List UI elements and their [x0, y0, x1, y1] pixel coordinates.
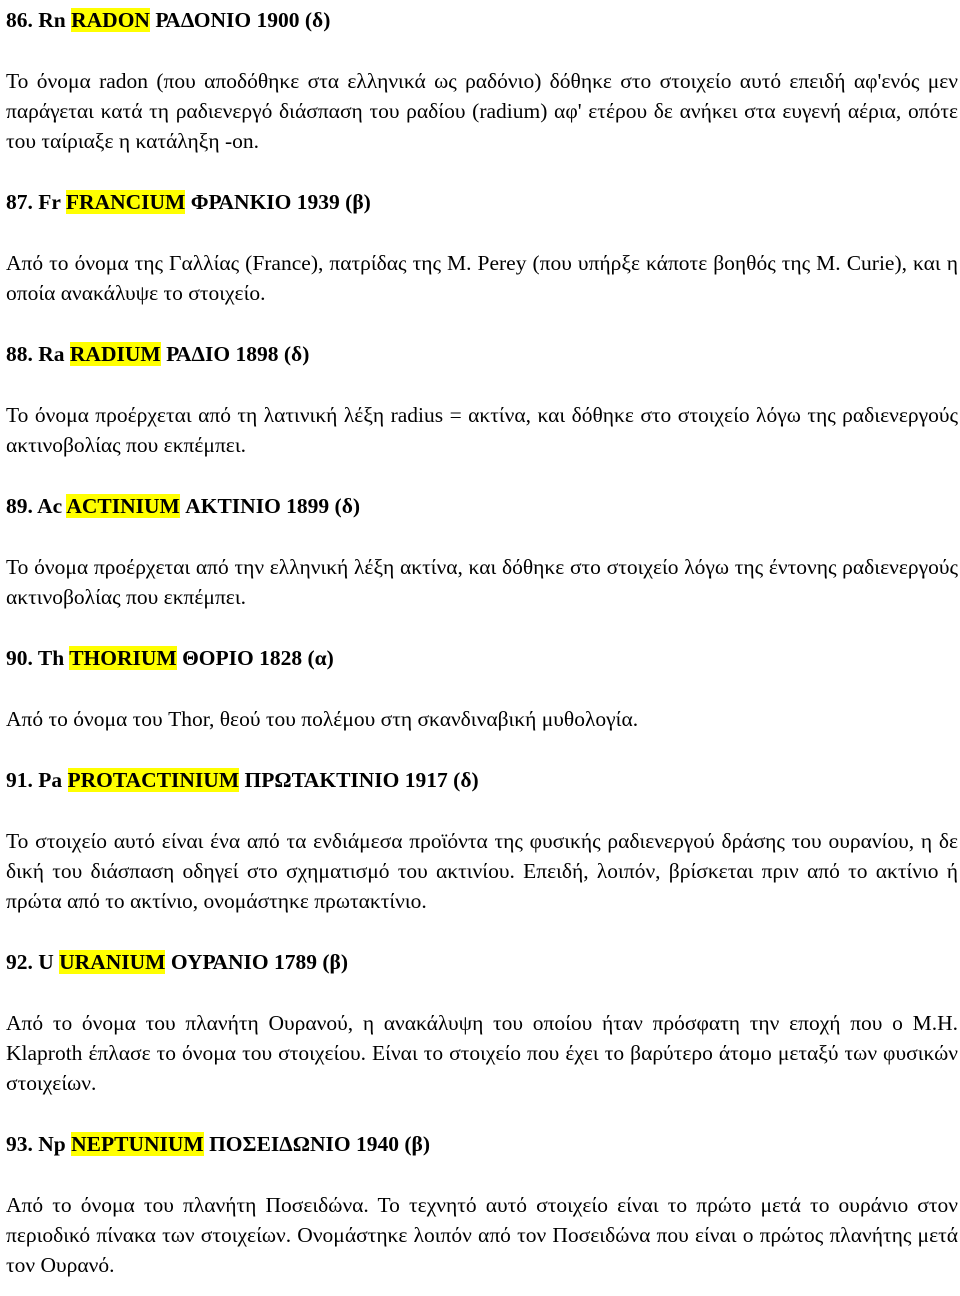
discovery-year: 1939 — [296, 190, 340, 214]
entry-number: 88. — [6, 342, 33, 366]
element-symbol: Fr — [38, 190, 61, 214]
latin-name-highlight: RADON — [71, 8, 150, 32]
greek-name: ΡΑΔΟΝΙΟ — [155, 8, 252, 32]
entry-heading — [6, 765, 958, 796]
discovery-year: 1940 — [355, 1132, 399, 1156]
latin-name-highlight: RADIUM — [69, 342, 161, 366]
element-symbol: U — [38, 950, 54, 974]
category-code: (β) — [345, 190, 371, 214]
discovery-year: 1899 — [286, 494, 330, 518]
entry-description: Το στοιχείο αυτό είναι ένα από τα ενδιάμεσα προϊόντα της φυσικής ραδιενεργού δράσης του ουρανίου, η δε δική του διάσπαση οδηγεί στο σχηματισμό του ακτινίου. Επειδή, λοιπόν, βρίσκεται πριν από το ακτίνιο ή πρώτα από το ακτίνιο, ονομάστηκε πρωτακτίνιο. — [6, 829, 958, 913]
entry-description: Από το όνομα του Thor, θεού του πολέμου στη σκανδιναβική μυθολογία. — [6, 707, 639, 731]
latin-name-highlight: THORIUM — [69, 646, 177, 670]
element-entry-actinium — [6, 491, 958, 612]
element-symbol: Rn — [38, 8, 66, 32]
entry-number: 86. — [6, 8, 33, 32]
discovery-year: 1789 — [274, 950, 318, 974]
entry-number: 92. — [6, 950, 33, 974]
latin-name-highlight: FRANCIUM — [65, 190, 186, 214]
entry-number: 90. — [6, 646, 33, 670]
greek-name: ΦΡΑΝΚΙΟ — [190, 190, 292, 214]
entry-number: 93. — [6, 1132, 33, 1156]
element-symbol: Pa — [38, 768, 63, 792]
element-symbol: Ra — [38, 342, 65, 366]
entry-description: Από το όνομα του πλανήτη Ουρανού, η ανακάλυψη του οποίου ήταν πρόσφατη την εποχή που ο M.H. Klaproth έπλασε το όνομα του στοιχείου. Είναι το στοιχείο που έχει το βαρύτερο άτομο μεταξύ των φυσικών στοιχείων. — [6, 1011, 958, 1095]
entry-heading — [6, 187, 958, 218]
category-code: (β) — [322, 950, 349, 974]
element-entry-thorium — [6, 643, 958, 734]
element-entry-protactinium — [6, 765, 958, 916]
category-code: (α) — [307, 646, 334, 670]
element-symbol: Th — [37, 646, 65, 670]
category-code: (δ) — [453, 768, 479, 792]
category-code: (δ) — [304, 8, 331, 32]
entry-heading — [6, 491, 958, 522]
element-entry-neptunium — [6, 1129, 958, 1280]
entry-number: 91. — [6, 768, 33, 792]
latin-name-highlight: PROTACTINIUM — [67, 768, 240, 792]
entry-heading — [6, 643, 958, 674]
element-entry-uranium — [6, 947, 958, 1098]
discovery-year: 1898 — [235, 342, 279, 366]
category-code: (β) — [404, 1132, 431, 1156]
entry-heading — [6, 339, 958, 370]
element-entry-radon — [6, 5, 958, 156]
greek-name: ΟΥΡΑΝΙΟ — [170, 950, 269, 974]
greek-name: ΡΑΔΙΟ — [166, 342, 231, 366]
element-entry-radium — [6, 339, 958, 460]
discovery-year: 1917 — [404, 768, 448, 792]
entry-heading — [6, 1129, 958, 1160]
element-symbol: Ac — [37, 494, 63, 518]
entry-number: 89. — [6, 494, 33, 518]
entry-description: Από το όνομα του πλανήτη Ποσειδώνα. Το τεχνητό αυτό στοιχείο είναι το πρώτο μετά το ουράνιο στον περιοδικό πίνακα των στοιχείων. Ονομάστηκε λοιπόν από τον Ποσειδώνα που είναι ο πρώτος πλανήτης μετά τον Ουρανό. — [6, 1193, 958, 1277]
latin-name-highlight: URANIUM — [59, 950, 166, 974]
category-code: (δ) — [283, 342, 310, 366]
entry-heading — [6, 947, 958, 978]
latin-name-highlight: NEPTUNIUM — [71, 1132, 204, 1156]
latin-name-highlight: ACTINIUM — [66, 494, 180, 518]
discovery-year: 1900 — [256, 8, 300, 32]
entry-number: 87. — [6, 190, 33, 214]
element-symbol: Np — [38, 1132, 66, 1156]
entry-heading — [6, 5, 958, 36]
greek-name: ΑΚΤΙΝΙΟ — [185, 494, 281, 518]
document — [6, 0, 958, 1280]
discovery-year: 1828 — [259, 646, 303, 670]
entry-description: Το όνομα radon (που αποδόθηκε στα ελληνικά ως ραδόνιο) δόθηκε στο στοιχείο αυτό επειδή αφ'ενός μεν παράγεται κατά τη ραδιενεργό διάσπαση του ραδίου (radium) αφ' ετέρου δε ανήκει στα ευγενή αέρια, οπότε του ταίριαξε η κατάληξη -on. — [6, 69, 958, 153]
entry-description: Το όνομα προέρχεται από την ελληνική λέξη ακτίνα, και δόθηκε στο στοιχείο λόγω της έντονης ραδιενεργούς ακτινοβολίας που εκπέμπει. — [6, 555, 958, 609]
greek-name: ΘΟΡΙΟ — [182, 646, 254, 670]
entry-description: Το όνομα προέρχεται από τη λατινική λέξη radius = ακτίνα, και δόθηκε στο στοιχείο λόγω της ραδιενεργούς ακτινοβολίας που εκπέμπει. — [6, 403, 958, 457]
entry-description: Από το όνομα της Γαλλίας (France), πατρίδας της M. Perey (που υπήρξε κάποτε βοηθός της M. Curie), και η οποία ανακάλυψε το στοιχείο. — [6, 251, 958, 305]
category-code: (δ) — [334, 494, 361, 518]
element-entry-francium — [6, 187, 958, 308]
greek-name: ΠΟΣΕΙΔΩΝΙΟ — [209, 1132, 351, 1156]
greek-name: ΠΡΩΤΑΚΤΙΝΙΟ — [244, 768, 400, 792]
